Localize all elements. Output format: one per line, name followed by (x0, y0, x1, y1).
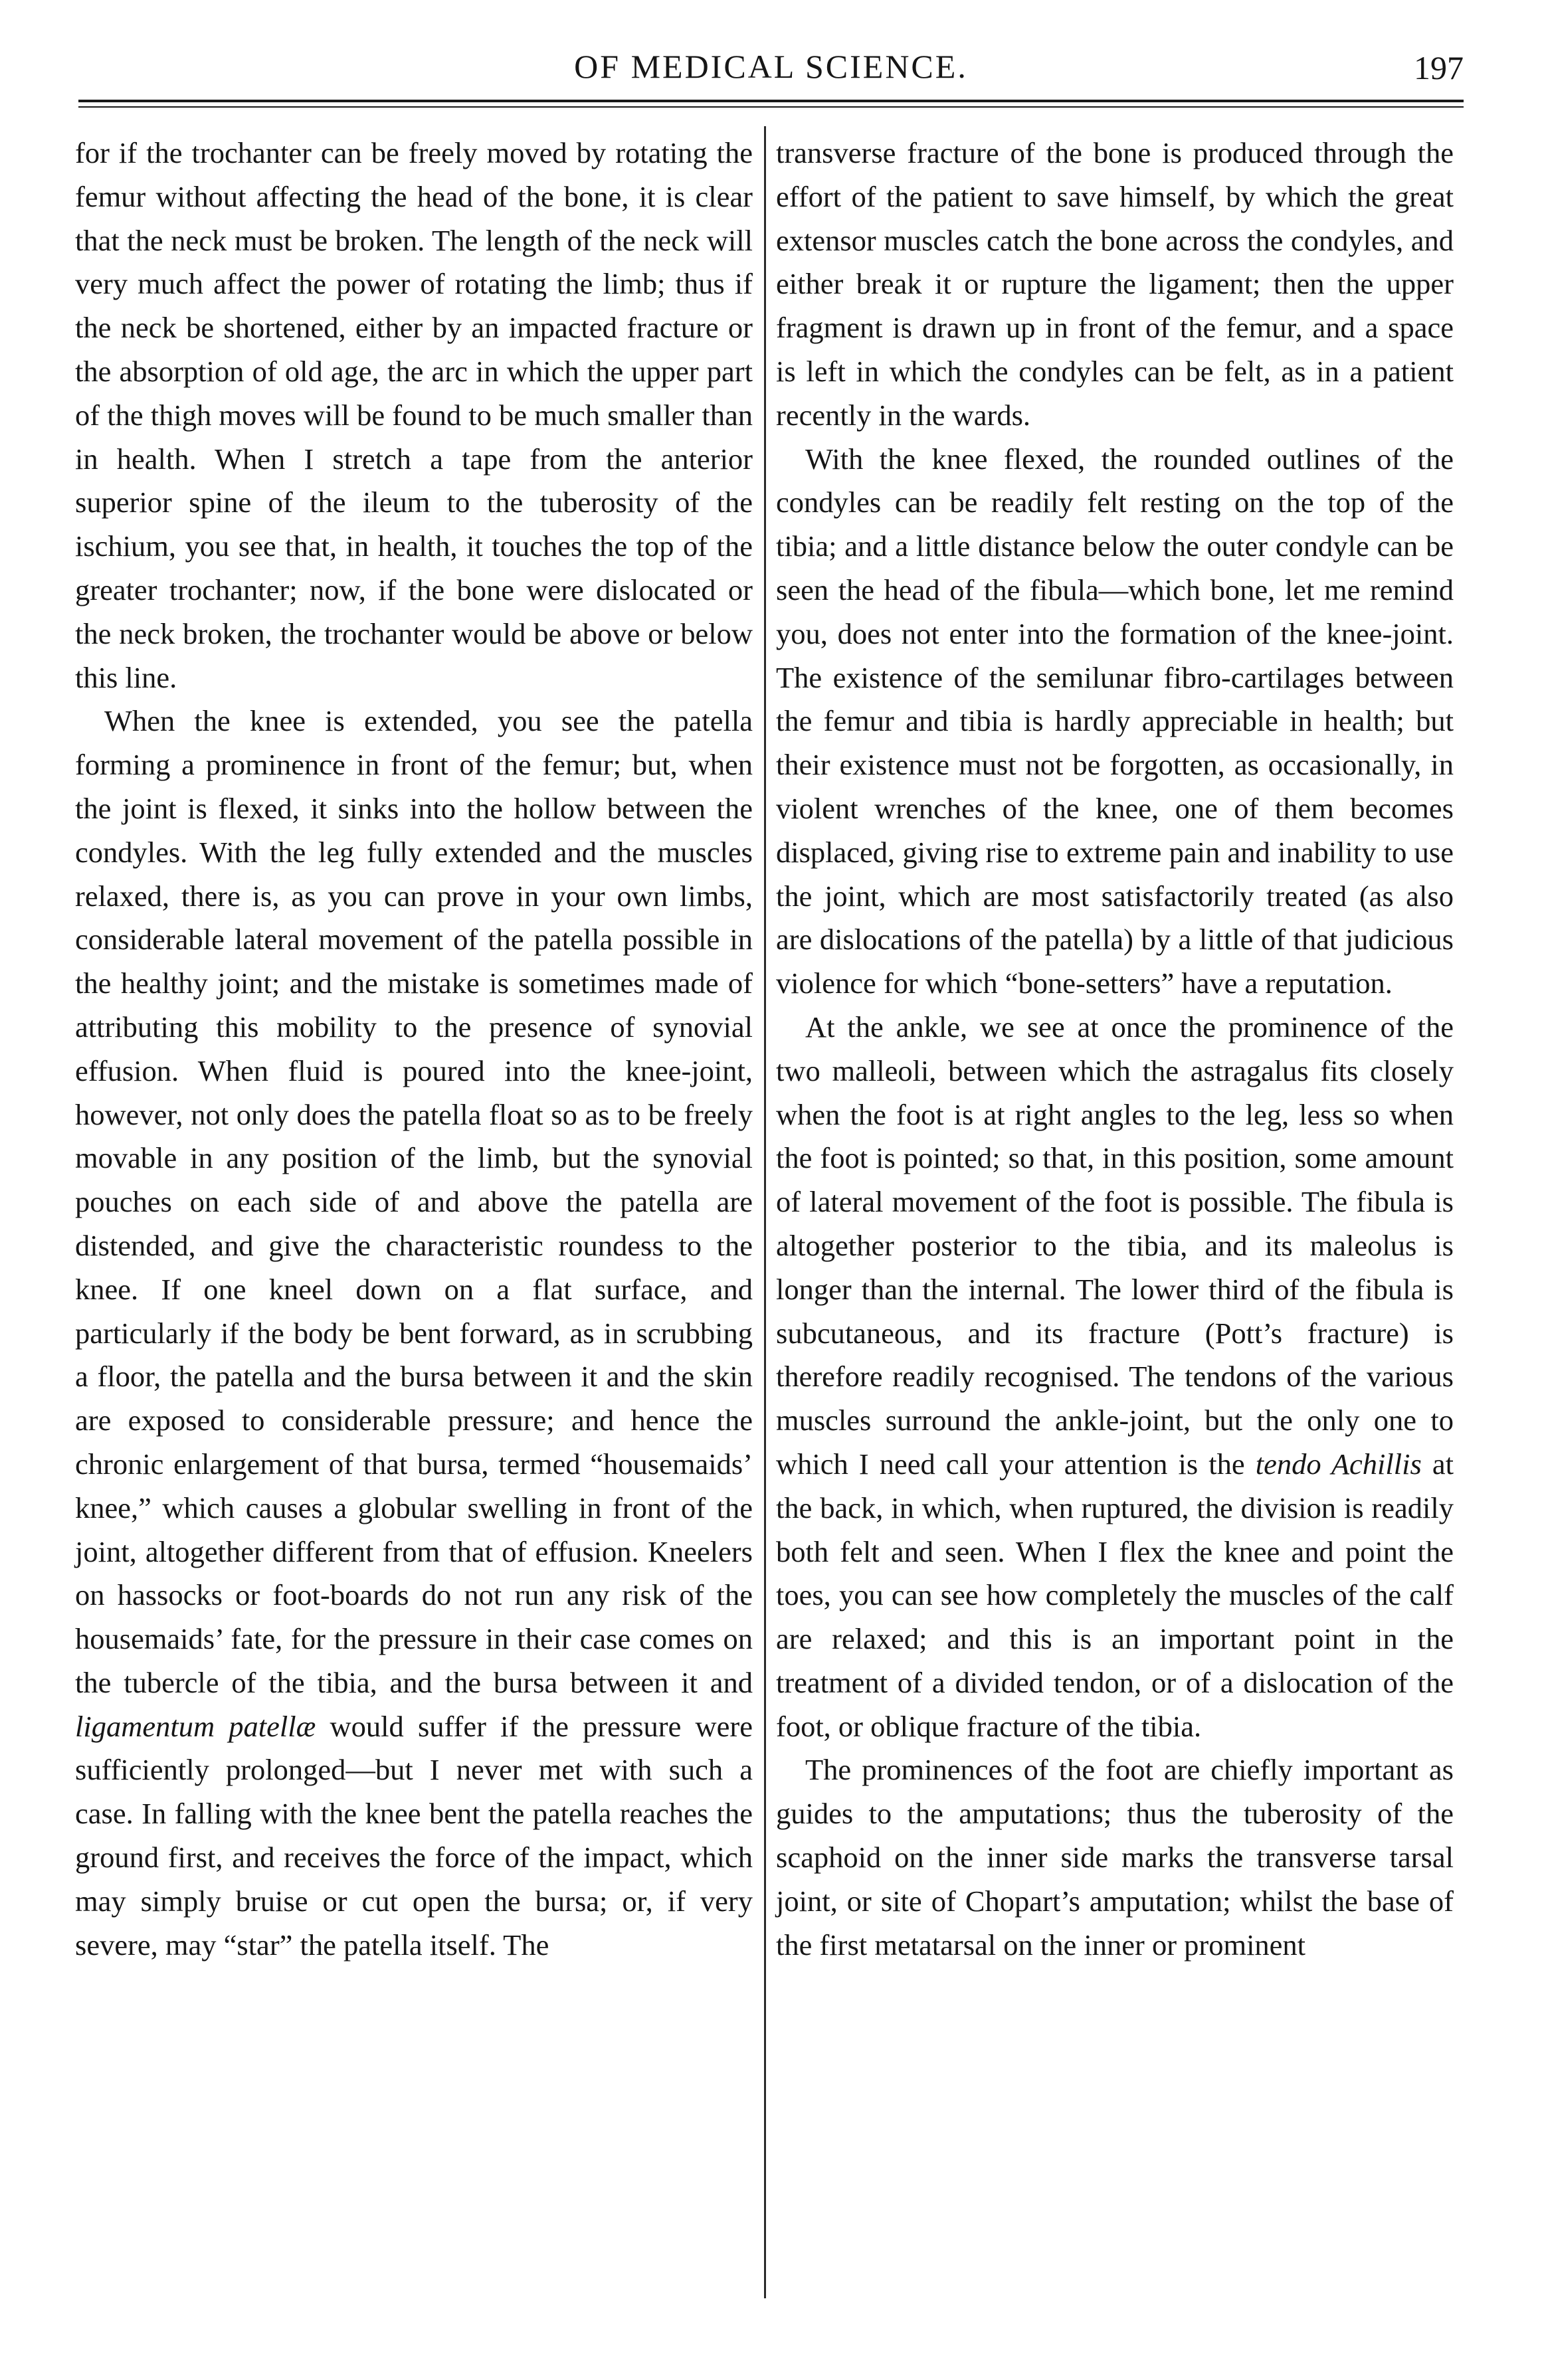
column-divider (764, 126, 766, 2298)
header-rule-thin (78, 106, 1464, 108)
right-paragraph-1: transverse fracture of the bone is produced through the effort of the patient to save himself, by which the great extensor muscles catch the bone across the condyles, and either break it or rupture the ligament; then the upper fragment is drawn up in front of the femur, and a space is left in which the condyles can be felt, as in a patient recently in the wards. (776, 136, 1454, 432)
right-paragraph-3-text-a: At the ankle, we see at once the prominence of the two malleoli, between which the astragalus fits closely when the foot is at right angles to the leg, less so when the foot is pointed; so that, in this position, some amount of lateral movement of the foot is possible. The fibula is altogether posterior to the tibia, and its maleolus is longer than the internal. The lower third of the fibula is subcutaneous, and its fracture (Pott’s fracture) is therefore readily recognised. The tendons of the various muscles surround the ankle-joint, but the only one to which I need call your attention is the (776, 1010, 1454, 1481)
running-header (0, 41, 1542, 94)
right-paragraph-2: With the knee flexed, the rounded outlines of the condyles can be readily felt resting on the top of the tibia; and a little distance below the outer condyle can be seen the head of the fibula—which bone, let me remind you, does not enter into the formation of the knee-joint. The existence of the semilunar fibro-cartilages between the femur and tibia is hardly appreciable in health; but their existence must not be forgotten, as occasionally, in violent wrenches of the knee, one of them becomes displaced, giving rise to extreme pain and inability to use the joint, which are most satisfactorily treated (as also are dislocations of the patella) by a little of that judicious violence for which “bone-setters” have a reputation. (776, 442, 1454, 1000)
left-paragraph-2-italic: ligamentum patellæ (75, 1709, 316, 1743)
left-paragraph-2-text-a: When the knee is extended, you see the patella forming a prominence in front of the femur; but, when the joint is flexed, it sinks into the hollow between the condyles. With the leg fully extended and the muscles relaxed, there is, as you can prove in your own limbs, considerable lateral movement of the patella possible in the healthy joint; and the mistake is sometimes made of attributing this mobility to the presence of synovial effusion. When fluid is poured into the knee-joint, however, not only does the patella float so as to be freely movable in any position of the limb, but the synovial pouches on each side of and above the patella are distended, and give the characteristic roundess to the knee. If one kneel down on a flat surface, and particularly if the body be bent forward, as in scrubbing a floor, the patella and the bursa between it and the skin are exposed to considerable pressure; and hence the chronic enlargement of that bursa, termed “housemaids’ knee,” which causes a globular swelling in front of the joint, altogether different from that of effusion. Kneelers on hassocks or foot-boards do not run any risk of the housemaids’ fate, for the pressure in their case comes on the tubercle of the tibia, and the bursa between it and (75, 704, 753, 1699)
left-paragraph-1: for if the trochanter can be freely moved by rotating the femur without affecting the head of the bone, it is clear that the neck must be broken. The length of the neck will very much affect the power of rotating the limb; thus if the neck be shortened, either by an impacted fracture or the absorption of old age, the arc in which the upper part of the thigh moves will be found to be much smaller than in health. When I stretch a tape from the anterior superior spine of the ileum to the tuberosity of the ischium, you see that, in health, it touches the top of the greater trochanter; now, if the bone were dislocated or the neck broken, the trochanter would be above or below this line. (75, 136, 753, 694)
right-paragraph-3-text-b: at the back, in which, when ruptured, the division is readily both felt and seen. When I flex the knee and point the toes, you can see how completely the muscles of the calf are relaxed; and this is an important point in the treatment of a divided tendon, or of a dislocation of the foot, or oblique fracture of the tibia. (776, 1447, 1454, 1743)
right-paragraph-4: The prominences of the foot are chiefly important as guides to the amputations; thus the tuberosity of the scaphoid on the inner side marks the transverse tarsal joint, or site of Chopart’s amputation; whilst the base of the first metatarsal on the inner or prominent (776, 1753, 1454, 1962)
right-column (776, 132, 1454, 1967)
right-paragraph-3-italic: tendo Achillis (1255, 1447, 1422, 1481)
left-column (75, 132, 753, 1967)
left-paragraph-2 (75, 699, 753, 1967)
page-number: 197 (1414, 49, 1464, 86)
header-rule-thick (78, 100, 1464, 102)
right-paragraph-3 (776, 1006, 1454, 1749)
running-title: OF MEDICAL SCIENCE. (574, 48, 968, 85)
left-paragraph-2-text-b: would suffer if the pressure were sufficiently prolonged—but I never met with such a case. In falling with the knee bent the patella reaches the ground first, and receives the force of the impact, which may simply bruise or cut open the bursa; or, if very severe, may “star” the patella itself. The (75, 1709, 753, 1962)
